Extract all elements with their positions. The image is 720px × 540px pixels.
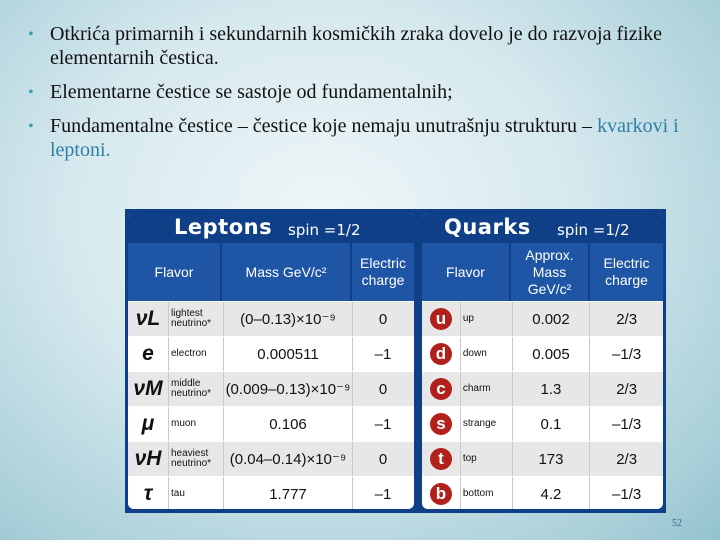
particle-name: middle neutrino* (169, 372, 224, 406)
header-flavor: Flavor (128, 243, 220, 301)
leptons-rows (128, 301, 414, 509)
particle-symbol: τ (128, 477, 169, 509)
particle-name: tau (169, 477, 224, 509)
table-row (128, 371, 414, 406)
particle-mass: 0.000511 (224, 337, 353, 371)
table-row (422, 441, 663, 476)
particle-symbol (422, 442, 461, 476)
particle-symbol: νM (128, 372, 169, 406)
particle-name: muon (169, 407, 224, 441)
particle-name: up (461, 302, 513, 336)
particle-charge: 0 (378, 310, 388, 328)
table-row (128, 406, 414, 441)
particle-symbol (422, 302, 461, 336)
quark-symbol-badge: t (430, 448, 452, 470)
particle-charge: –1 (374, 415, 392, 433)
table-row (128, 476, 414, 509)
bullet-icon: • (28, 26, 34, 43)
particle-mass: 0.005 (513, 337, 591, 371)
header-mass: Approx. Mass GeV/c² (511, 243, 588, 301)
particle-table-image (125, 209, 666, 513)
particle-symbol (422, 372, 461, 406)
particle-charge: –1/3 (612, 345, 642, 363)
particle-mass: 1.777 (224, 477, 353, 509)
bullet-icon: • (28, 84, 34, 101)
leptons-panel (128, 213, 414, 509)
particle-symbol: μ (128, 407, 169, 441)
bullet-icon: • (28, 118, 34, 135)
table-row (422, 336, 663, 371)
quarks-header-row (422, 243, 663, 301)
particle-charge: 0 (378, 450, 388, 468)
particle-name: heaviest neutrino* (169, 442, 224, 476)
particle-name: down (461, 337, 513, 371)
particle-symbol: νL (128, 302, 169, 336)
header-flavor: Flavor (422, 243, 509, 301)
table-row (422, 476, 663, 509)
quark-symbol-badge: b (430, 483, 452, 505)
particle-mass: 0.1 (513, 407, 591, 441)
quarks-title-bar (422, 213, 663, 243)
particle-charge: 0 (378, 380, 388, 398)
header-mass: Mass GeV/c² (222, 243, 350, 301)
particle-mass: 0.002 (513, 302, 591, 336)
quarks-rows (422, 301, 663, 509)
table-row (422, 301, 663, 336)
particle-symbol (422, 407, 461, 441)
quark-symbol-badge: u (430, 308, 452, 330)
particle-mass: 173 (513, 442, 591, 476)
particle-name: bottom (461, 477, 513, 509)
particle-name: electron (169, 337, 224, 371)
particle-charge: –1 (374, 345, 392, 363)
particle-name: charm (461, 372, 513, 406)
particle-name: strange (461, 407, 513, 441)
particle-symbol: νH (128, 442, 169, 476)
quark-symbol-badge: d (430, 343, 452, 365)
bullet-item (28, 80, 708, 104)
table-row (128, 336, 414, 371)
bullet-text: Fundamentalne čestice – čestice koje nemaju unutrašnju strukturu – (50, 115, 598, 137)
quark-symbol-badge: s (430, 413, 452, 435)
particle-charge: –1 (374, 485, 392, 503)
bullet-text: Otkrića primarnih i sekundarnih kosmičkih zraka dovelo je do razvoja fizike elementarnih čestica. (50, 23, 663, 69)
quarks-title: Quarks (444, 215, 531, 239)
particle-charge: –1/3 (612, 415, 642, 433)
particle-charge: 2/3 (616, 450, 638, 468)
particle-symbol (422, 477, 461, 509)
particle-name: lightest neutrino* (169, 302, 224, 336)
particle-mass: 0.106 (224, 407, 353, 441)
table-row (422, 371, 663, 406)
bullet-item (28, 114, 708, 162)
particle-mass: (0.04–0.14)×10⁻⁹ (224, 442, 353, 476)
particle-charge: 2/3 (616, 380, 638, 398)
particle-charge: 2/3 (616, 310, 638, 328)
particle-charge: –1/3 (612, 485, 642, 503)
particle-symbol: e (128, 337, 169, 371)
bullet-text: Elementarne čestice se sastoje od fundamentalnih; (50, 81, 453, 103)
particle-mass: (0–0.13)×10⁻⁹ (224, 302, 353, 336)
table-row (422, 406, 663, 441)
bullet-item (28, 22, 708, 70)
table-row (128, 441, 414, 476)
leptons-spin: spin =1/2 (288, 221, 361, 239)
table-row (128, 301, 414, 336)
quark-symbol-badge: c (430, 378, 452, 400)
particle-name: top (461, 442, 513, 476)
particle-symbol (422, 337, 461, 371)
particle-mass: (0.009–0.13)×10⁻⁹ (224, 372, 353, 406)
header-charge: Electric charge (352, 243, 414, 301)
slide-number: 52 (672, 518, 682, 529)
leptons-title: Leptons (174, 215, 273, 239)
quarks-panel (422, 213, 663, 509)
leptons-header-row (128, 243, 414, 301)
leptons-title-bar (128, 213, 414, 243)
particle-mass: 1.3 (513, 372, 591, 406)
particle-mass: 4.2 (513, 477, 591, 509)
bullet-accent-text: kvarkovi i leptoni. (50, 115, 679, 161)
bullet-list (28, 22, 708, 172)
header-charge: Electric charge (590, 243, 663, 301)
quarks-spin: spin =1/2 (557, 221, 630, 239)
